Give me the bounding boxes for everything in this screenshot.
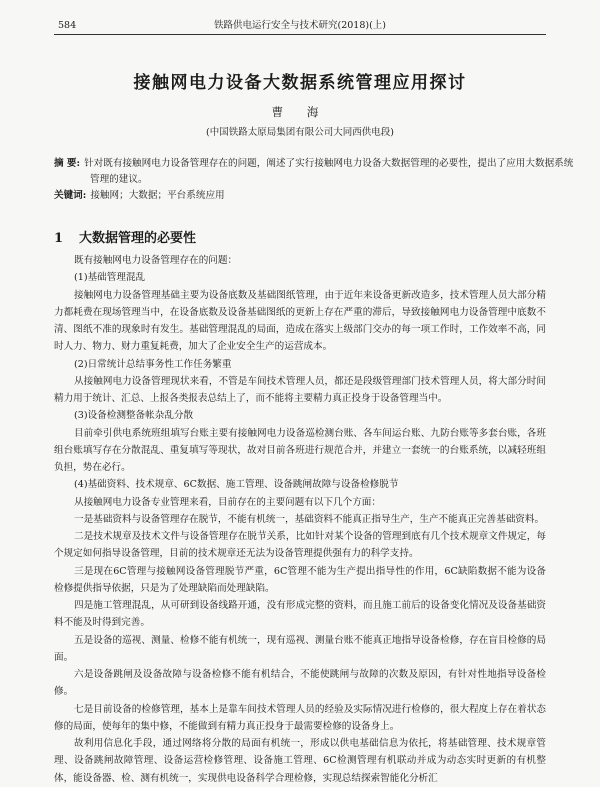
running-header [54, 18, 546, 35]
section-title: 大数据管理的必要性 [79, 231, 197, 246]
paragraph: 六是设备跳闸及设备故障与设备检修不能有机结合，不能使跳闸与故障的次数及原因，有针对性地指导设备检修。 [54, 669, 546, 698]
paragraph: (2)日常统计总结事务性工作任务繁重 [74, 358, 232, 370]
paragraph: (4)基础资料、技术规章、6C数据、施工管理、设备跳闸故障与设备检修脱节 [74, 479, 399, 491]
paragraph: (3)设备检测整备帐杂乱分散 [74, 410, 194, 422]
paragraph: 从接触网电力设备管理现状来看，不管是车间技术管理人员，都还是段级管理部门技术管理人员，将大部分时间精力用于统计、汇总、上报各类报表总结上了，而不能将主要精力真正投身于设备管理当中。 [54, 375, 546, 404]
abstract-text: 针对既有接触网电力设备管理存在的问题，阐述了实行接触网电力设备大数据管理的必要性，提出了应用大数据系统管理的建议。 [84, 158, 574, 185]
section-heading [54, 227, 196, 246]
paper-title: 接触网电力设备大数据系统管理应用探讨 [133, 73, 467, 93]
abstract-label: 摘 要: [54, 158, 81, 169]
paragraph: 从接触网电力设备专业管理来看，目前存在的主要问题有以下几个方面： [74, 496, 381, 508]
abstract [54, 156, 582, 188]
paragraph: 故利用信息化手段，通过网络将分散的局面有机统一，形成以供电基础信息为依托，将基础管理、技术规章管理、设备跳闸故障管理、设备运营检修管理、设备施工管理、6C检测管理有机联动并成为动态实时更新的有机整体，能设备器、检、测有机统一，实现供电设备科学合理检修，实现总结探索智能化分析汇 [54, 738, 546, 784]
paragraph: 七是目前设备的检修管理，基本上是靠车间技术管理人员的经验及实际情况进行检修的，很大程度上存在着状态修的局面，使每年的集中修，不能做到有精力真正投身于最需要检修的设备身上。 [54, 703, 546, 732]
body-text [54, 252, 546, 787]
page-number: 584 [58, 20, 77, 31]
keywords-label: 关键词: [54, 190, 87, 201]
paragraph: 目前牵引供电系统班组填写台账主要有接触网电力设备巡检测台账、各车间运台账、九防台账等多套台账，各班组台账填写存在分散混乱、重复填写等现状，故对目前各班进行规范合并，并建立一套统一的台账系统，以减轻班组负担，势在必行。 [54, 427, 546, 473]
section-number: 1 [54, 231, 64, 246]
paragraph: 既有接触网电力设备管理存在的问题： [74, 255, 238, 266]
keywords-text: 接触网；大数据；平台系统应用 [90, 190, 225, 201]
paragraph: 接触网电力设备管理基础主要为设备底数及基础图纸管理，由于近年来设备更新改造多，技术管理人员大部分精力都耗费在现场管理当中，在设备底数及设备基础图纸的更新上存在严重的滞后，导致接触网电力设备管理中底数不清、图纸不准的现象时有发生。基础管理混乱的局面，造成在落实上级部门交办的每一项工作时，工作效率不高，同时人力、物力、财力重复耗费，加大了企业安全生产的运营成本。 [54, 289, 546, 353]
affiliation: (中国铁路太原局集团有限公司大同西供电段) [206, 127, 394, 138]
paragraph: 五是设备的巡视、测量、检修不能有机统一，现有巡视、测量台账不能真正地指导设备检修，存在盲目检修的局面。 [54, 634, 546, 663]
author: 曹 海 [271, 105, 329, 119]
paragraph: 三是现在6C管理与接触网设备管理脱节严重，6C管理不能为生产提出指导性的作用，6C缺陷数据不能为设备检修提供指导依据，只是为了处理缺陷而处理缺陷。 [54, 565, 546, 594]
paragraph: (1)基础管理混乱 [74, 272, 146, 284]
paragraph: 二是技术规章及技术文件与设备管理存在脱节关系，比如针对某个设备的管理到底有几个技术规章文件规定，每个规定如何指导设备管理，目前的技术规章还无法为设备管理提供强有力的科学支持。 [54, 531, 546, 560]
paragraph: 四是施工管理混乱，从可研到设备线路开通，没有形成完整的资料，而且施工前后的设备变化情况及设备基础资料不能及时得到完善。 [54, 600, 546, 629]
paragraph: 一是基础资料与设备管理存在脱节，不能有机统一，基础资料不能真正指导生产，生产不能真正完善基础资料。 [74, 513, 545, 525]
journal-title: 铁路供电运行安全与技术研究(2018)(上) [213, 20, 386, 31]
keywords [54, 188, 546, 204]
